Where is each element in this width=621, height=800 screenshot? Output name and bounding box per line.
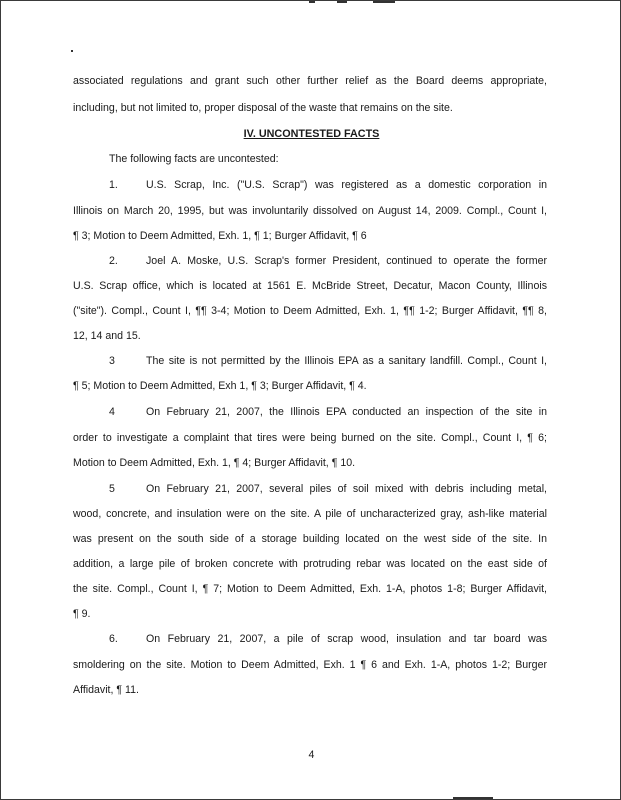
paragraph-line: On February 21, 2007, the Illinois EPA conducted an inspection of the site in [146, 406, 547, 418]
paragraph-line: On February 21, 2007, a pile of scrap wood, insulation and tar board was [146, 633, 547, 645]
paragraph-line: ¶ 9. [73, 608, 91, 620]
scan-mark-dot [71, 50, 73, 52]
paragraph-number: 5 [109, 483, 115, 495]
scan-mark-bottom [453, 797, 493, 799]
paragraph-line: Motion to Deem Admitted, Exh. 1, ¶ 4; Burger Affidavit, ¶ 10. [73, 457, 356, 469]
paragraph-line: addition, a large pile of broken concrete with protruding rebar was located on the east side of [73, 558, 547, 570]
paragraph-number: 1. [109, 179, 118, 191]
paragraph-line: ("site"). Compl., Count I, ¶¶ 3-4; Motion to Deem Admitted, Exh. 1, ¶¶ 1-2; Burger Affidavit, ¶¶ 8, [73, 305, 547, 317]
paragraph-line: 12, 14 and 15. [73, 330, 141, 342]
paragraph-line: U.S. Scrap office, which is located at 1561 E. McBride Street, Decatur, Macon County, Illinois [73, 280, 547, 292]
intro-line: associated regulations and grant such other further relief as the Board deems appropriate, [73, 75, 547, 87]
paragraph-line: Joel A. Moske, U.S. Scrap's former President, continued to operate the former [146, 255, 547, 267]
paragraph-line: ¶ 5; Motion to Deem Admitted, Exh 1, ¶ 3; Burger Affidavit, ¶ 4. [73, 380, 367, 392]
scan-mark-top [309, 1, 315, 3]
intro-line: including, but not limited to, proper disposal of the waste that remains on the site. [73, 102, 453, 114]
paragraph-line: U.S. Scrap, Inc. ("U.S. Scrap") was registered as a domestic corporation in [146, 179, 547, 191]
paragraph-line: Illinois on March 20, 1995, but was involuntarily dissolved on August 14, 2009. Compl., Count I, [73, 205, 547, 217]
paragraph-number: 4 [109, 406, 115, 418]
lead-in-text: The following facts are uncontested: [109, 153, 279, 165]
paragraph-line: On February 21, 2007, several piles of soil mixed with debris including metal, [146, 483, 547, 495]
paragraph-line: was present on the south side of a storage building located on the west side of the site. In [73, 533, 547, 545]
paragraph-number: 2. [109, 255, 118, 267]
paragraph-line: Affidavit, ¶ 11. [73, 684, 139, 696]
paragraph-number: 6. [109, 633, 118, 645]
paragraph-line: wood, concrete, and insulation were on the site. A pile of uncharacterized gray, ash-like material [73, 508, 547, 520]
paragraph-line: ¶ 3; Motion to Deem Admitted, Exh. 1, ¶ 1; Burger Affidavit, ¶ 6 [73, 230, 367, 242]
paragraph-line: smoldering on the site. Motion to Deem Admitted, Exh. 1 ¶ 6 and Exh. 1-A, photos 1-2; Burger [73, 659, 547, 671]
paragraph-line: The site is not permitted by the Illinois EPA as a sanitary landfill. Compl., Count I, [146, 355, 547, 367]
section-heading: IV. UNCONTESTED FACTS [243, 128, 380, 140]
paragraph-line: the site. Compl., Count I, ¶ 7; Motion to Deem Admitted, Exh. 1-A, photos 1-8; Burger Affidavit, [73, 583, 547, 595]
paragraph-number: 3 [109, 355, 115, 367]
paragraph-line: order to investigate a complaint that tires were being burned on the site. Compl., Count I, ¶ 6; [73, 432, 547, 444]
scan-mark-top [373, 1, 395, 3]
page-number: 4 [308, 749, 315, 761]
scan-mark-top [337, 1, 347, 3]
